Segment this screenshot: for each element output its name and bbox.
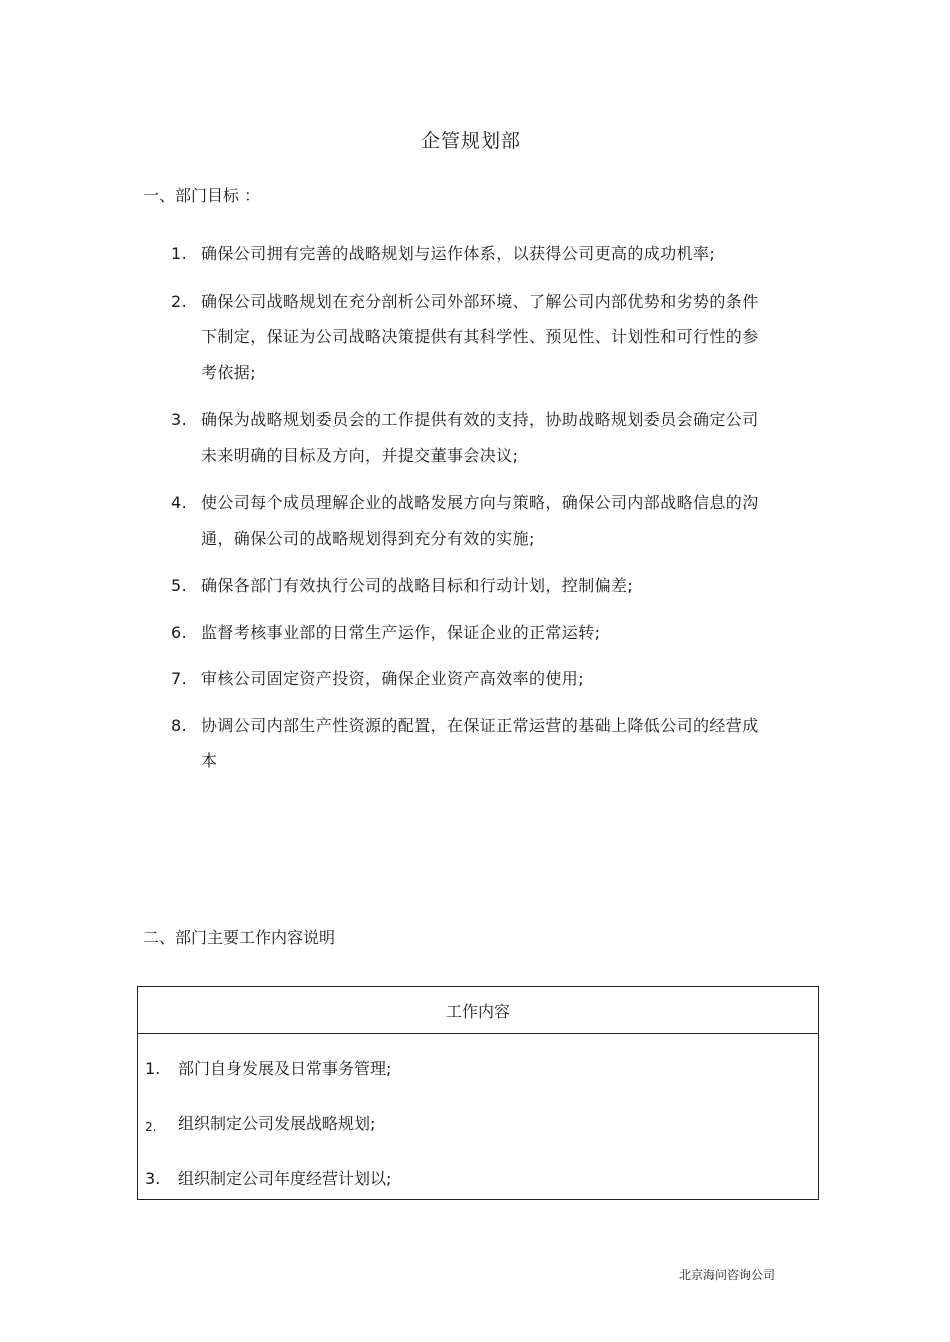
table-row-number: 1. [145,1059,161,1078]
table-row-number: 2. [145,1120,157,1134]
list-item-text: 确保各部门有效执行公司的战略目标和行动计划，控制偏差; [201,576,634,595]
list-item [168,236,768,272]
goal-list [168,236,768,791]
table-row-text: 部门自身发展及日常事务管理; [178,1059,392,1078]
list-item-text: 监督考核事业部的日常生产运作，保证企业的正常运转; [201,622,601,642]
table-row-text: 组织制定公司年度经营计划以; [178,1169,392,1188]
list-item-number: 2. [171,291,188,311]
list-item [168,568,768,604]
list-item-text: 确保公司拥有完善的战略规划与运作体系，以获得公司更高的成功机率; [201,244,716,263]
list-item-number: 6. [171,622,188,642]
list-item [168,485,768,556]
table-row-number: 3. [145,1169,161,1188]
list-item-text: 确保公司战略规划在充分剖析公司外部环境、了解公司内部优势和劣势的条件下制定，保证为公司战略决策提供有其科学性、预见性、计划性和可行性的参考依据; [201,291,759,382]
list-item-number: 3. [171,410,188,429]
list-item [168,661,768,697]
list-item-text: 审核公司固定资产投资，确保企业资产高效率的使用; [201,669,584,688]
list-item-number: 4. [171,493,188,512]
list-item-text: 确保为战略规划委员会的工作提供有效的支持，协助战略规划委员会确定公司未来明确的目标及方向，并提交董事会决议; [201,410,759,465]
footer-company: 北京海问咨询公司 [679,1268,776,1282]
page-title: 企管规划部 [420,130,521,152]
list-item [168,284,768,391]
list-item [168,615,768,651]
list-item-text: 协调公司内部生产性资源的配置，在保证正常运营的基础上降低公司的经营成本 [201,715,759,770]
section-heading-goals: 一、部门目标 ： [143,186,261,205]
list-item-number: 5. [171,576,188,595]
list-item-number: 7. [171,669,188,688]
list-item [168,402,768,473]
work-content-table [137,986,819,1200]
list-item-number: 8. [171,715,188,735]
list-item-number: 1. [171,244,188,263]
section-heading-work-content: 二、部门主要工作内容说明 [143,928,336,947]
list-item [168,708,768,779]
table-header: 工作内容 [138,987,818,1034]
list-item-text: 使公司每个成员理解企业的战略发展方向与策略，确保公司内部战略信息的沟通，确保公司的战略规划得到充分有效的实施; [201,493,759,548]
table-row-text: 组织制定公司发展战略规划; [178,1114,376,1133]
